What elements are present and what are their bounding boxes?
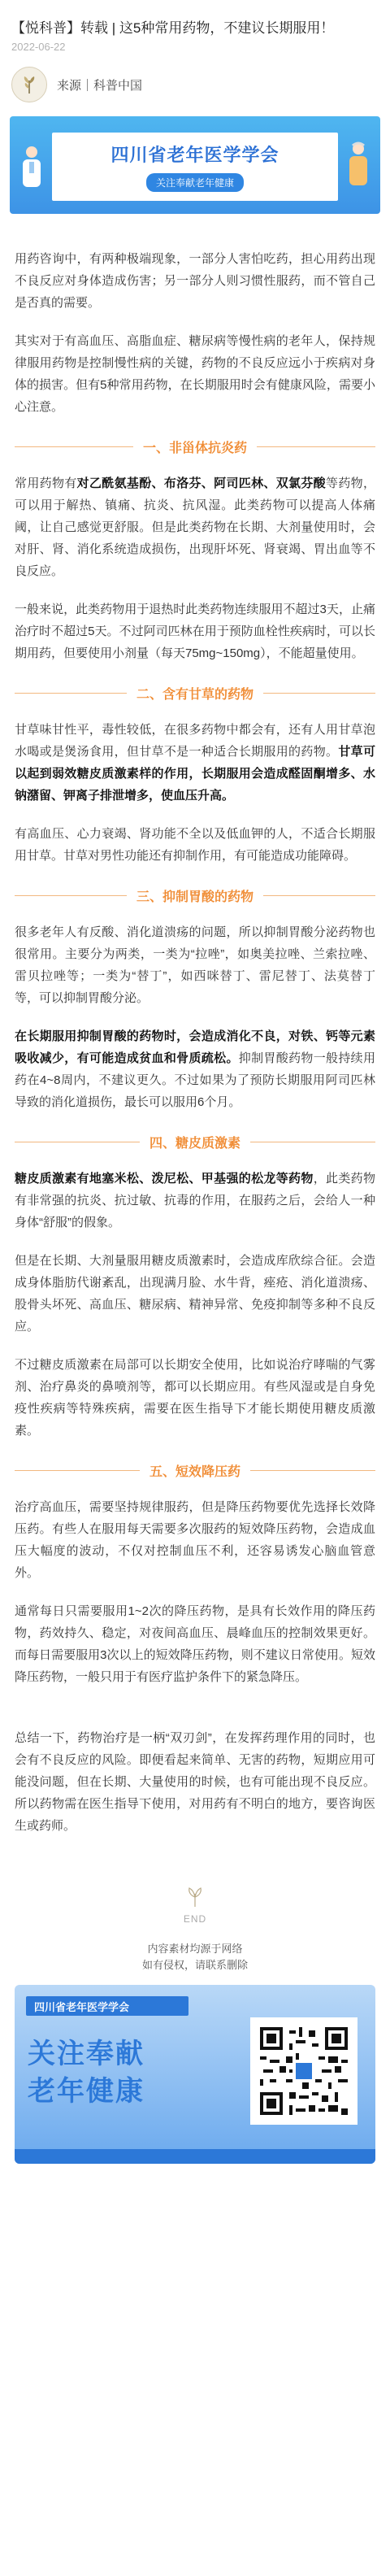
plant-logo-icon xyxy=(17,72,41,97)
section-title: 四、糖皮质激素 xyxy=(150,1137,241,1151)
elderly-illustration-icon xyxy=(344,141,372,193)
text: 常用药物有 xyxy=(15,476,77,490)
paragraph: 总结一下，药物治疗是一柄“双刃剑”，在发挥药理作用的同时，也会有不良反应的风险。即便看起来简单、无害的药物，短期应用可能没问题，但在长期、大量使用的时候，也有可能出现不良反应。所以药物需在医生指导下使用，对用药有不明白的地方，要咨询医生或药师。 xyxy=(15,1731,375,1833)
banner-title: 四川省老年医学学会 xyxy=(110,145,280,165)
org-logo-icon[interactable] xyxy=(11,67,47,102)
section-heading-3 xyxy=(15,886,375,905)
header-banner xyxy=(10,116,380,214)
bold-text: 糖皮质激素有地塞米松、泼尼松、甲基强的松龙等药物 xyxy=(15,1172,314,1186)
divider xyxy=(15,895,127,896)
plant-icon xyxy=(179,1884,211,1908)
qr-code-pattern xyxy=(257,2024,351,2118)
paragraph: 通常每日只需要服用1~2次的降压药物，是具有长效作用的降压药物，药效持久、稳定，对夜间高血压、晨峰血压的控制效果更好。而每日需要服用3次以上的短效降压药物，则不建议日常使用。短效降压药物，一般只用于有医疗监护条件下的紧急降压。 xyxy=(15,1604,375,1684)
paragraph: 用药咨询中，有两种极端现象，一部分人害怕吃药，担心用药出现不良反应对身体造成伤害；另一部分人则习惯性服药，而不管自己是否真的需要。 xyxy=(15,252,375,310)
paragraph: 但是在长期、大剂量服用糖皮质激素时，会造成库欣综合征。会造成身体脂肪代谢紊乱，出现满月脸、水牛背，痤疮、消化道溃疡、股骨头坏死、高血压、糖尿病、精神异常、免疫抑制等多种不良反应。 xyxy=(15,1254,375,1334)
text: 甘草味甘性平，毒性较低，在很多药物中都会有，还有人用甘草泡水喝或是煲汤食用，但甘草不是一种适合长期服用的药物。 xyxy=(15,723,375,759)
banner-subtitle: 关注奉献老年健康 xyxy=(146,173,244,192)
section-heading-4 xyxy=(15,1133,375,1151)
paragraph xyxy=(15,719,375,807)
divider xyxy=(250,1470,375,1471)
slogan-line: 关注奉献 xyxy=(28,2039,145,2069)
text: ，此类药物有非常强的抗炎、抗过敏、抗毒的作用，在服药之后，会给人一种身体“舒服”的假象。 xyxy=(15,1172,375,1229)
footer-banner xyxy=(15,1985,375,2164)
bold-text: 在长期服用抑制胃酸的药物时，会造成消化不良，对铁、钙等元素吸收减少，有可能造成贫血和骨质疏松。 xyxy=(15,1029,375,1065)
copyright-notice xyxy=(15,1941,375,1973)
divider xyxy=(15,446,133,447)
publish-date: 2022-06-22 xyxy=(11,41,66,53)
doctor-illustration-icon xyxy=(18,144,46,193)
paragraph: 一般来说，此类药物用于退热时此类药物连续服用不超过3天，止痛治疗时不超过5天。不过阿司匹林在用于预防血栓性疾病时，可以长期用药，但要使用小剂量（每天75mg~150mg），不能超量使用。 xyxy=(15,603,375,660)
end-label: END xyxy=(183,1913,207,1925)
divider xyxy=(15,1470,140,1471)
source-row xyxy=(0,53,390,105)
bold-text: 甘草可以起到弱效糖皮质激素样的作用，长期服用会造成醛固酮增多、水钠潴留、钾离子排泄增多，使血压升高。 xyxy=(15,745,375,803)
footer-org-label: 四川省老年医学学会 xyxy=(26,1996,188,2016)
end-marker xyxy=(15,1884,375,1925)
paragraph: 其实对于有高血压、高脂血症、糖尿病等慢性病的老年人，保持规律服用药物是控制慢性病的关键，药物的不良反应远小于疾病对身体的损害。但有5种常用药物，在长期服用时会有健康风险，需要小心注意。 xyxy=(15,334,375,414)
bold-text: 对乙酰氨基酚、布洛芬、阿司匹林、双氯芬酸 xyxy=(76,476,327,490)
source-label[interactable]: 来源｜科普中国 xyxy=(57,78,143,93)
paragraph: 不过糖皮质激素在局部可以长期安全使用，比如说治疗哮喘的气雾剂、治疗鼻炎的鼻喷剂等，都可以长期应用。有些风湿或是自身免疫性疾病等特殊疾病，需要在医生指导下才能长期使用糖皮质激素。 xyxy=(15,1358,375,1438)
section-heading-1 xyxy=(15,437,375,456)
article-title: 【悦科普】转载 | 这5种常用药物，不建议长期服用！ xyxy=(11,20,335,36)
paragraph xyxy=(15,472,375,582)
paragraph: 很多老年人有反酸、消化道溃疡的问题，所以抑制胃酸分泌药物也很常用。主要分为两类，一类为“拉唑”，如奥美拉唑、兰索拉唑、雷贝拉唑等；一类为“替丁”，如西咪替丁、雷尼替丁、法莫替丁等，可以抑制胃酸分泌。 xyxy=(15,925,375,1005)
divider xyxy=(263,693,375,694)
paragraph xyxy=(15,1168,375,1234)
article-body xyxy=(0,248,390,1973)
paragraph: 治疗高血压，需要坚持规律服药，但是降压药物要优先选择长效降压药。有些人在服用每天需要多次服药的短效降压药物，会造成血压大幅度的波动，不仅对控制血压不利，还容易诱发心脑血管意外。 xyxy=(15,1500,375,1580)
text: 等药物，可以用于解热、镇痛、抗炎、抗风湿。此类药物可以提高人体痛阈，让自己感觉更舒服。但是此类药物在长期、大剂量使用时，会对肝、肾、消化系统造成损伤，出现肝坏死、肾衰竭、胃出血等不良反应。 xyxy=(15,476,375,578)
notice-line: 内容素材均源于网络 xyxy=(147,1943,243,1955)
footer-slogan xyxy=(28,2035,198,2110)
qr-code-icon[interactable] xyxy=(250,2017,358,2125)
divider xyxy=(15,693,127,694)
paragraph xyxy=(15,1025,375,1113)
banner-card xyxy=(52,133,338,201)
section-title: 一、非甾体抗炎药 xyxy=(143,442,248,455)
section-title: 二、含有甘草的药物 xyxy=(136,688,254,702)
section-heading-2 xyxy=(15,684,375,703)
divider xyxy=(263,895,375,896)
section-heading-5 xyxy=(15,1461,375,1480)
section-title: 三、抑制胃酸的药物 xyxy=(136,890,254,904)
text: 抑制胃酸药物一般持续用药在4~8周内，不建议更久。不过如果为了预防长期服用阿司匹林导致的消化道损伤，最长可以服用6个月。 xyxy=(15,1051,375,1109)
notice-line: 如有侵权，请联系删除 xyxy=(141,1959,248,1971)
section-title: 五、短效降压药 xyxy=(150,1465,241,1479)
divider xyxy=(257,446,375,447)
slogan-line: 老年健康 xyxy=(28,2076,145,2107)
paragraph: 有高血压、心力衰竭、肾功能不全以及低血钾的人，不适合长期服用甘草。甘草对男性功能还有抑制作用，有可能造成功能障碍。 xyxy=(15,827,375,863)
footer-bottom-bar xyxy=(15,2149,375,2164)
